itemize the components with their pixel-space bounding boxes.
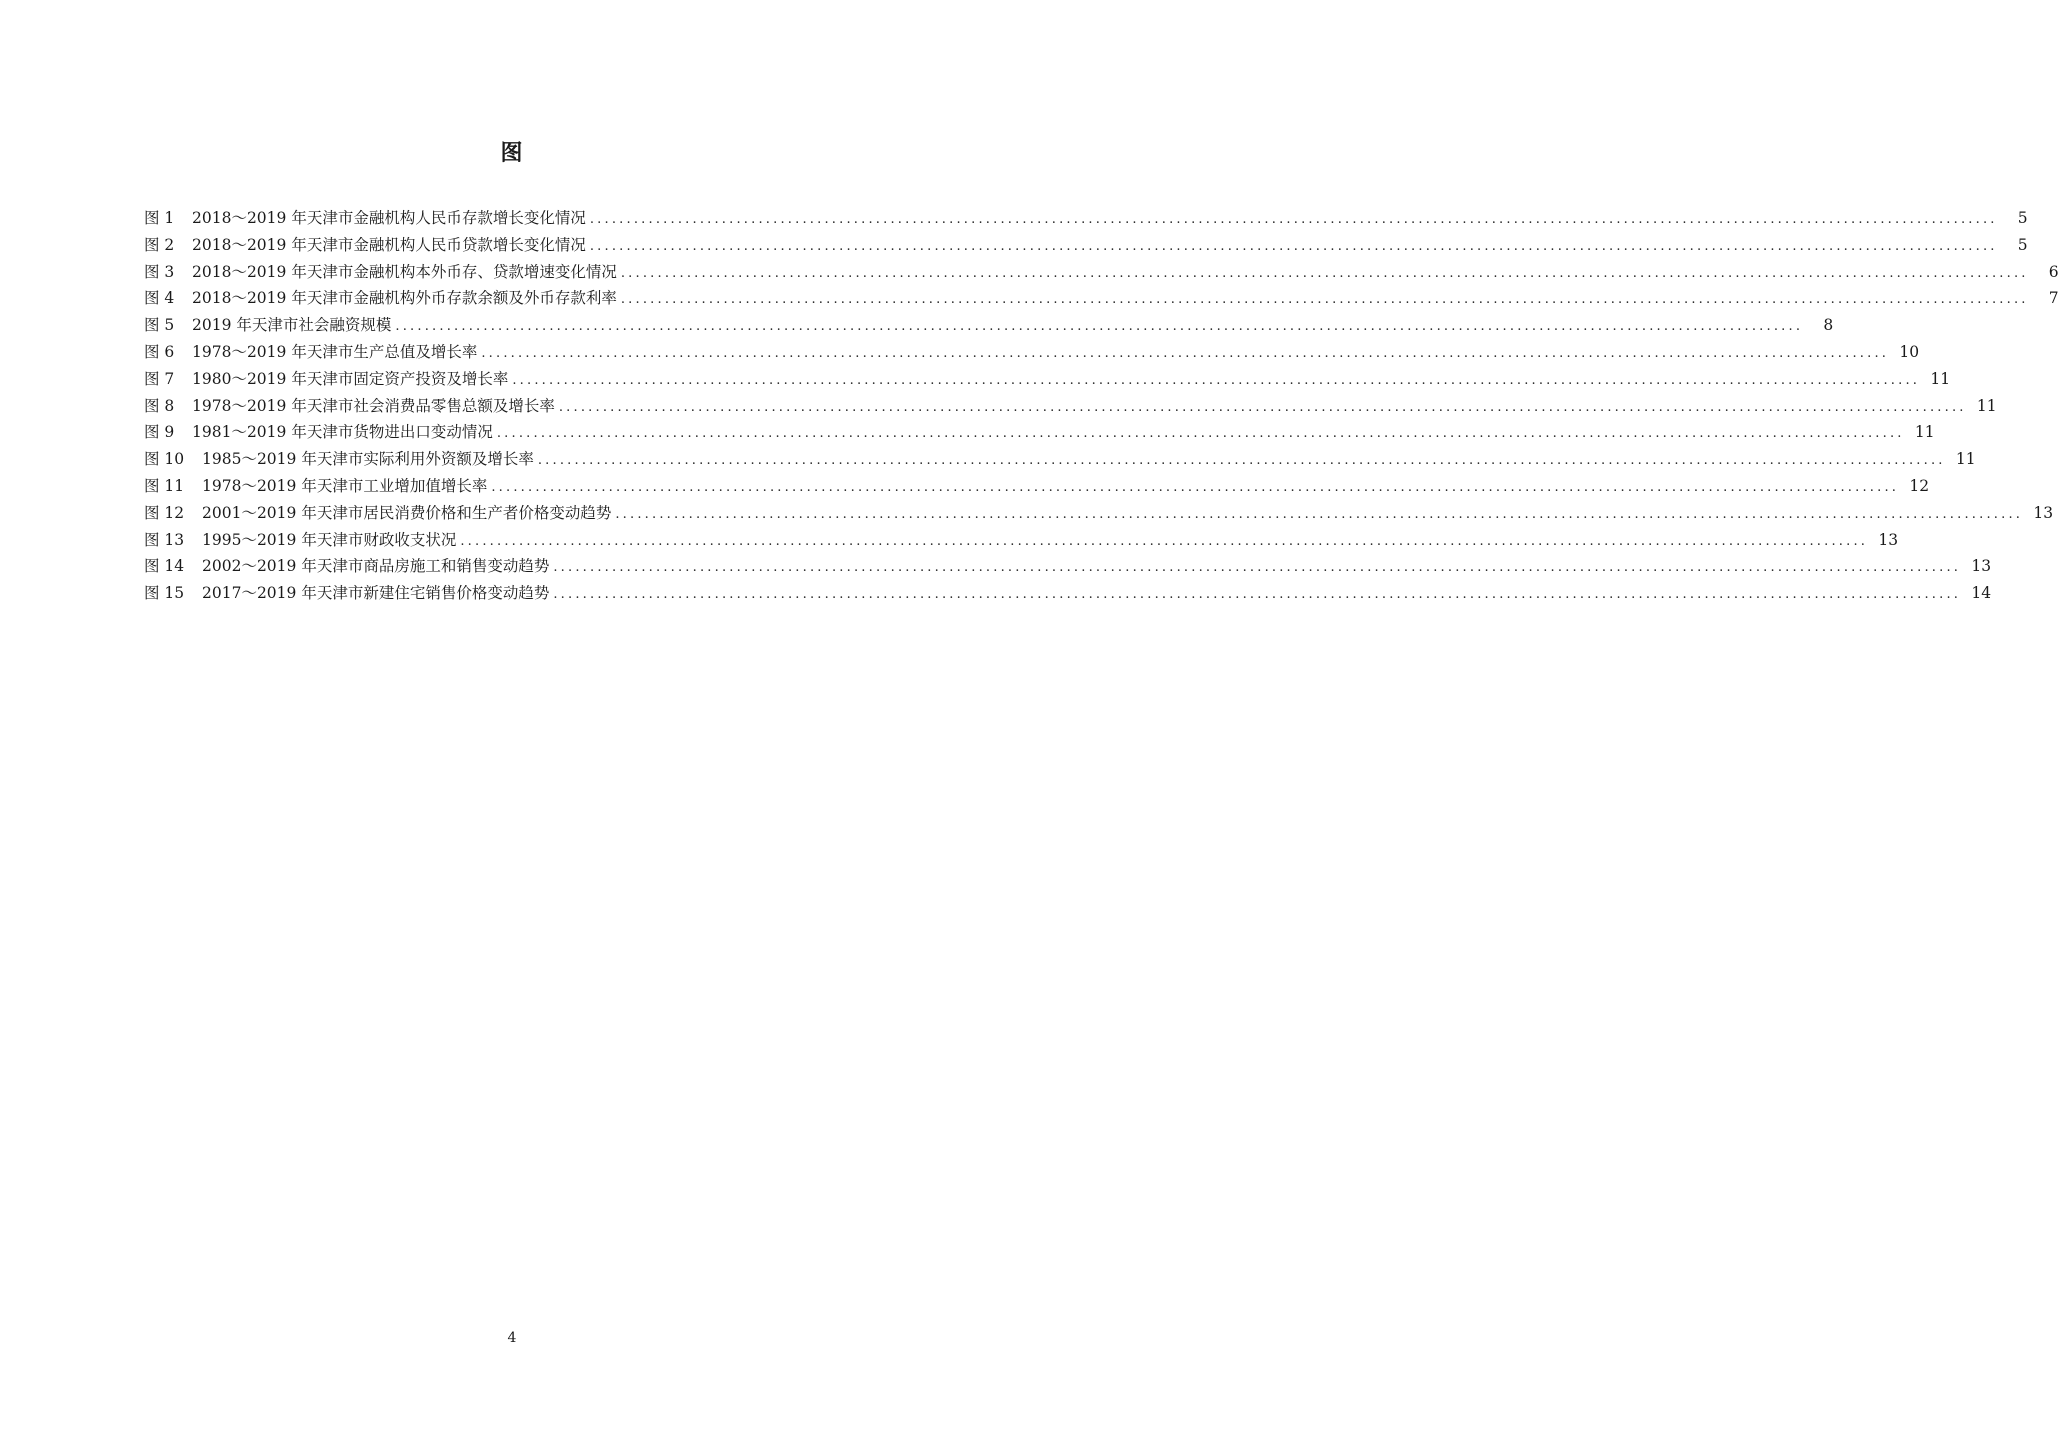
toc-entry-label: 图 11 bbox=[144, 476, 185, 495]
toc-entry-title: 2018～2019 年天津市金融机构人民币贷款增长变化情况 bbox=[192, 235, 586, 254]
toc-entry[interactable] bbox=[144, 553, 1992, 580]
toc-entry-title: 2017～2019 年天津市新建住宅销售价格变动趋势 bbox=[202, 584, 550, 603]
toc-entry-title: 2018～2019 年天津市金融机构人民币存款增长变化情况 bbox=[192, 209, 586, 227]
toc-entry-page: 13 bbox=[2033, 503, 2054, 522]
dot-leader bbox=[481, 341, 1889, 368]
dot-leader bbox=[615, 502, 2023, 529]
figure-list bbox=[144, 205, 2059, 607]
dot-leader bbox=[395, 314, 1803, 341]
toc-entry-label: 图 2 bbox=[144, 235, 175, 254]
toc-entry-page: 6 bbox=[2048, 262, 2059, 281]
toc-entry[interactable] bbox=[144, 473, 1930, 500]
toc-entry-page: 5 bbox=[2017, 235, 2028, 254]
toc-entry[interactable] bbox=[144, 500, 2054, 527]
toc-entry-page: 11 bbox=[1955, 450, 1976, 469]
toc-entry[interactable] bbox=[144, 259, 2059, 286]
dot-leader bbox=[559, 395, 1967, 422]
toc-entry-label: 图 14 bbox=[144, 557, 185, 576]
toc-entry-title: 2019 年天津市社会融资规模 bbox=[192, 316, 392, 335]
toc-entry-page: 8 bbox=[1823, 316, 1834, 335]
toc-entry-label: 图 5 bbox=[144, 316, 175, 335]
toc-entry-label: 图 9 bbox=[144, 423, 175, 442]
dot-leader bbox=[590, 207, 1998, 234]
toc-entry-label: 图 7 bbox=[144, 369, 175, 388]
toc-entry-title: 2018～2019 年天津市金融机构本外币存、贷款增速变化情况 bbox=[192, 262, 617, 281]
toc-entry-label: 图 3 bbox=[144, 262, 175, 281]
page-number: 4 bbox=[507, 1330, 517, 1346]
toc-entry[interactable] bbox=[144, 205, 2028, 232]
toc-entry[interactable] bbox=[144, 580, 1992, 607]
toc-entry-page: 5 bbox=[2017, 209, 2028, 227]
dot-leader bbox=[538, 448, 1946, 475]
toc-entry-label: 图 4 bbox=[144, 289, 175, 308]
dot-leader bbox=[590, 234, 1998, 261]
dot-leader bbox=[491, 475, 1899, 502]
toc-entry-label: 图 15 bbox=[144, 584, 185, 603]
toc-entry[interactable] bbox=[144, 232, 2028, 259]
toc-entry-page: 11 bbox=[1976, 396, 1997, 415]
toc-entry-label: 图 8 bbox=[144, 396, 175, 415]
toc-entry-title: 1981～2019 年天津市货物进出口变动情况 bbox=[192, 423, 493, 442]
toc-entry-page: 7 bbox=[2048, 289, 2059, 308]
toc-entry-title: 2018～2019 年天津市金融机构外币存款余额及外币存款利率 bbox=[192, 289, 617, 308]
toc-entry[interactable] bbox=[144, 312, 1834, 339]
dot-leader bbox=[460, 529, 1868, 556]
dot-leader bbox=[621, 261, 2029, 288]
dot-leader bbox=[497, 421, 1905, 448]
toc-entry[interactable] bbox=[144, 393, 1997, 420]
dot-leader bbox=[553, 582, 1961, 609]
toc-entry-title: 1980～2019 年天津市固定资产投资及增长率 bbox=[192, 369, 509, 388]
toc-entry[interactable] bbox=[144, 339, 1920, 366]
toc-entry-title: 1985～2019 年天津市实际利用外资额及增长率 bbox=[202, 450, 534, 469]
toc-entry-page: 11 bbox=[1930, 369, 1951, 388]
toc-entry-label: 图 12 bbox=[144, 503, 185, 522]
dot-leader bbox=[621, 287, 2029, 314]
toc-entry[interactable] bbox=[144, 285, 2059, 312]
toc-entry-title: 2002～2019 年天津市商品房施工和销售变动趋势 bbox=[202, 557, 550, 576]
toc-entry-title: 2001～2019 年天津市居民消费价格和生产者价格变动趋势 bbox=[202, 503, 612, 522]
toc-entry-page: 12 bbox=[1909, 476, 1930, 495]
toc-entry-label: 图 6 bbox=[144, 342, 175, 361]
toc-entry-page: 13 bbox=[1878, 530, 1899, 549]
toc-entry-title: 1978～2019 年天津市社会消费品零售总额及增长率 bbox=[192, 396, 555, 415]
toc-entry-title: 1995～2019 年天津市财政收支状况 bbox=[202, 530, 457, 549]
toc-entry[interactable] bbox=[144, 527, 1899, 554]
toc-entry[interactable] bbox=[144, 446, 1976, 473]
toc-entry-title: 1978～2019 年天津市生产总值及增长率 bbox=[192, 342, 478, 361]
dot-leader bbox=[553, 555, 1961, 582]
toc-entry[interactable] bbox=[144, 419, 1935, 446]
toc-entry-label: 图 10 bbox=[144, 450, 185, 469]
toc-entry-label: 图 1 bbox=[144, 209, 175, 227]
dot-leader bbox=[512, 368, 1920, 395]
toc-entry-page: 13 bbox=[1971, 557, 1992, 576]
toc-entry-label: 图 13 bbox=[144, 530, 185, 549]
toc-entry-page: 14 bbox=[1971, 584, 1992, 603]
toc-entry-page: 11 bbox=[1914, 423, 1935, 442]
toc-entry-title: 1978～2019 年天津市工业增加值增长率 bbox=[202, 476, 488, 495]
toc-entry[interactable] bbox=[144, 366, 1951, 393]
page-title: 图 bbox=[500, 141, 524, 166]
toc-entry-page: 10 bbox=[1899, 342, 1920, 361]
